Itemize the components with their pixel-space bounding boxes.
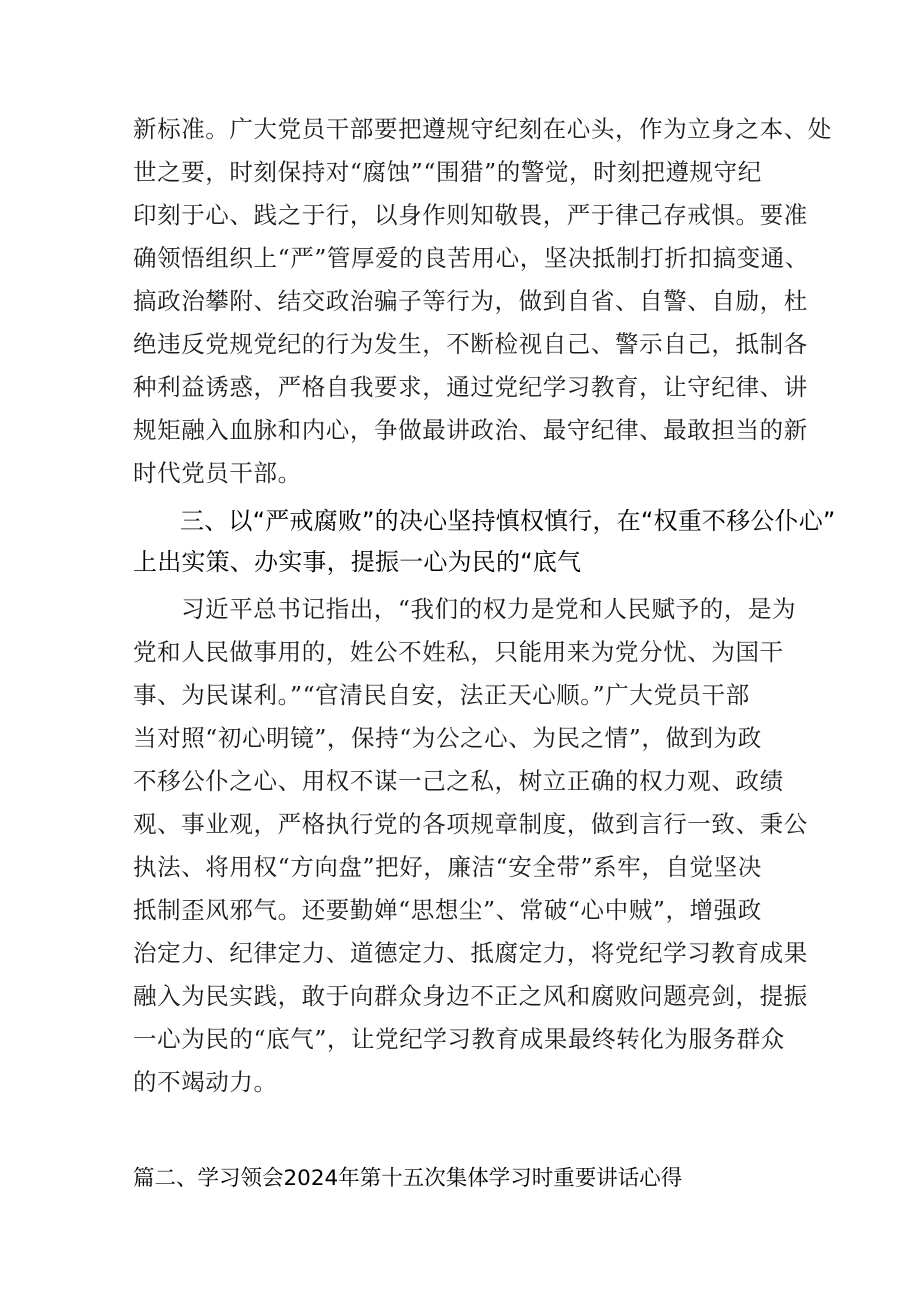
text-line: 治定力、纪律定力、道德定力、抵腐定力，将党纪学习教育成果 — [133, 939, 808, 967]
text-line: 当对照“初心明镜”，保持“为公之心、为民之情”，做到为政 — [133, 724, 762, 752]
text-line: 事、为民谋利。”“官清民自安，法正天心顺。”广大党员干部 — [133, 681, 750, 709]
text-line: 不移公仆之心、用权不谋一己之私，树立正确的权力观、政绩 — [133, 767, 784, 795]
text-line: 时代党员干部。 — [133, 459, 302, 487]
section-heading-line: 三、以“严戒腐败”的决心坚持慎权慎行，在“权重不移公仆心” — [180, 507, 836, 535]
text-line: 确领悟组织上“严”管厚爱的良苦用心，坚决抵制打折扣搞变通、 — [133, 244, 809, 272]
text-line: 绝违反党规党纪的行为发生，不断检视自己、警示自己，抵制各 — [133, 330, 808, 358]
text-line: 抵制歪风邪气。还要勤婵“思想尘”、常破“心中贼”，增强政 — [133, 896, 762, 924]
text-line: 新标准。广大党员干部要把遵规守纪刻在心头，作为立身之本、处 — [133, 115, 832, 143]
text-line: 习近平总书记指出，“我们的权力是党和人民赋予的，是为 — [181, 595, 797, 623]
text-line: 搞政治攀附、结交政治骗子等行为，做到自省、自警、自励，杜 — [133, 287, 808, 315]
text-line: 党和人民做事用的，姓公不姓私，只能用来为党分忧、为国干 — [133, 638, 784, 666]
part-title: 篇二、学习领会2024年第十五次集体学习时重要讲话心得 — [133, 1166, 683, 1191]
text-line: 印刻于心、践之于行，以身作则知敬畏，严于律己存戒惧。要准 — [133, 201, 808, 229]
text-line: 规矩融入血脉和内心，争做最讲政治、最守纪律、最敢担当的新 — [133, 416, 808, 444]
text-line: 执法、将用权“方向盘”把好，廉洁“安全带”系牢，自觉坚决 — [133, 853, 762, 881]
text-line: 的不竭动力。 — [133, 1068, 278, 1096]
text-line: 观、事业观，严格执行党的各项规章制度，做到言行一致、秉公 — [133, 810, 808, 838]
text-line: 融入为民实践，敢于向群众身边不正之风和腐败问题亮剑，提振 — [133, 982, 808, 1010]
section-heading-line: 上出实策、办实事，提振一心为民的“底气 — [133, 548, 582, 576]
text-line: 种利益诱惑，严格自我要求，通过党纪学习教育，让守纪律、讲 — [133, 373, 808, 401]
text-line: 一心为民的“底气”，让党纪学习教育成果最终转化为服务群众 — [133, 1025, 785, 1053]
text-line: 世之要，时刻保持对“腐蚀”“围猎”的警觉，时刻把遵规守纪 — [133, 158, 762, 186]
